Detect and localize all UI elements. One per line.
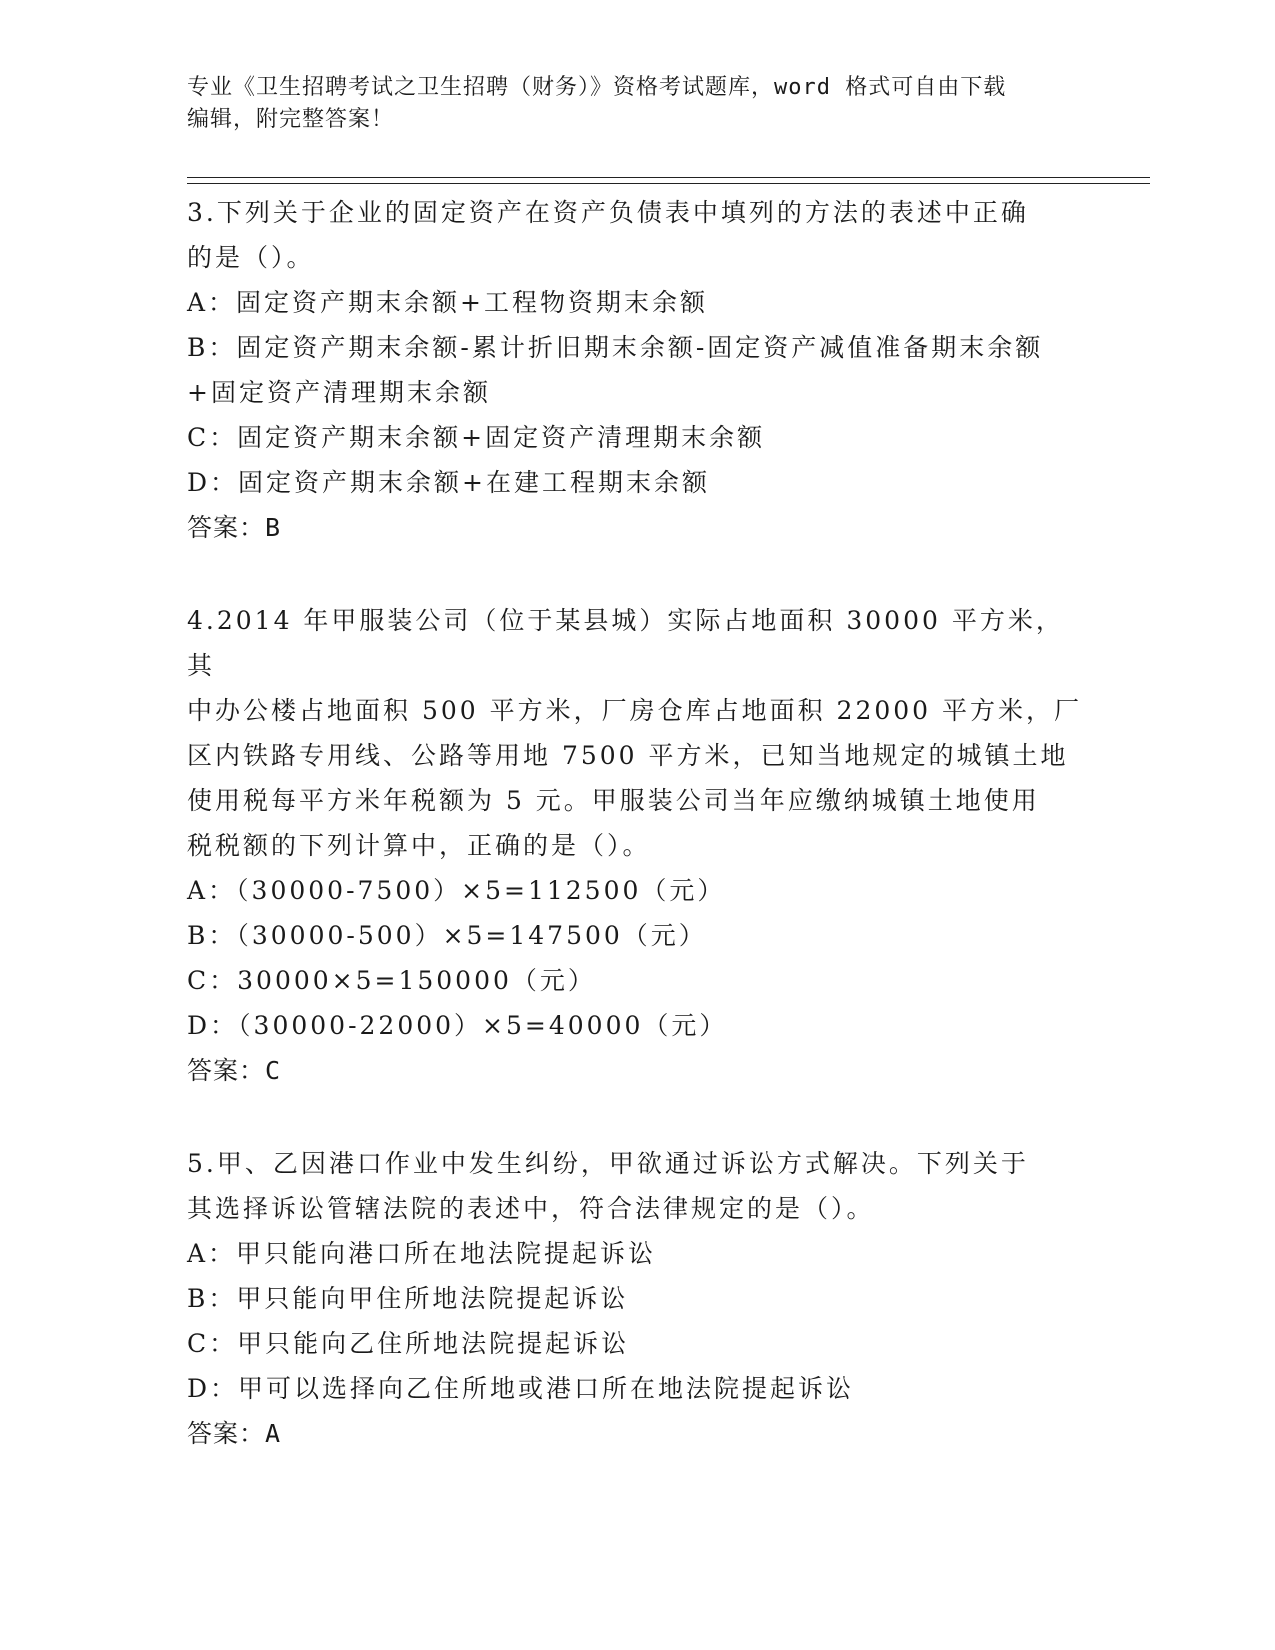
option-a: A：甲只能向港口所在地法院提起诉讼 xyxy=(187,1239,657,1268)
option-a: A：（30000-7500）×5=112500（元） xyxy=(187,876,726,905)
question-stem-line: 税税额的下列计算中，正确的是（）。 xyxy=(187,831,651,860)
option-b-continued: +固定资产清理期末余额 xyxy=(187,378,491,407)
option-d: D：固定资产期末余额+在建工程期末余额 xyxy=(187,468,710,497)
question-4 xyxy=(187,598,1087,1093)
answer-line: 答案：B xyxy=(187,513,282,542)
option-b: B：（30000-500）×5=147500（元） xyxy=(187,921,707,950)
question-stem-line: 3.下列关于企业的固定资产在资产负债表中填列的方法的表述中正确 xyxy=(187,198,1029,227)
question-stem-line: 中办公楼占地面积 500 平方米，厂房仓库占地面积 22000 平方米，厂 xyxy=(187,696,1083,725)
question-stem-line: 4.2014 年甲服装公司（位于某县城）实际占地面积 30000 平方米，其 xyxy=(187,606,1064,680)
document-header xyxy=(187,72,1067,136)
option-c: C：甲只能向乙住所地法院提起诉讼 xyxy=(187,1329,630,1358)
question-3 xyxy=(187,190,1087,550)
option-b: B：固定资产期末余额-累计折旧期末余额-固定资产减值准备期末余额 xyxy=(187,333,1044,362)
question-stem-line: 使用税每平方米年税额为 5 元。甲服装公司当年应缴纳城镇土地使用 xyxy=(187,786,1040,815)
option-d: D：甲可以选择向乙住所地或港口所在地法院提起诉讼 xyxy=(187,1374,855,1403)
answer-line: 答案：C xyxy=(187,1056,282,1085)
question-stem-line: 的是（）。 xyxy=(187,243,315,272)
option-c: C：固定资产期末余额+固定资产清理期末余额 xyxy=(187,423,766,452)
option-a: A：固定资产期末余额+工程物资期末余额 xyxy=(187,288,709,317)
option-d: D：（30000-22000）×5=40000（元） xyxy=(187,1011,728,1040)
question-stem-line: 其选择诉讼管辖法院的表述中，符合法律规定的是（）。 xyxy=(187,1194,875,1223)
option-c: C：30000×5=150000（元） xyxy=(187,966,596,995)
question-stem-line: 5.甲、乙因港口作业中发生纠纷，甲欲通过诉讼方式解决。下列关于 xyxy=(187,1149,1029,1178)
answer-line: 答案：A xyxy=(187,1419,282,1448)
option-b: B：甲只能向甲住所地法院提起诉讼 xyxy=(187,1284,629,1313)
header-line-2: 编辑，附完整答案！ xyxy=(187,107,395,132)
header-line-1: 专业《卫生招聘考试之卫生招聘（财务）》资格考试题库，word 格式可自由下载 xyxy=(187,75,1007,100)
question-5 xyxy=(187,1141,1087,1456)
question-stem-line: 区内铁路专用线、公路等用地 7500 平方米，已知当地规定的城镇土地 xyxy=(187,741,1069,770)
header-divider xyxy=(187,177,1150,184)
question-list xyxy=(187,190,1087,1504)
